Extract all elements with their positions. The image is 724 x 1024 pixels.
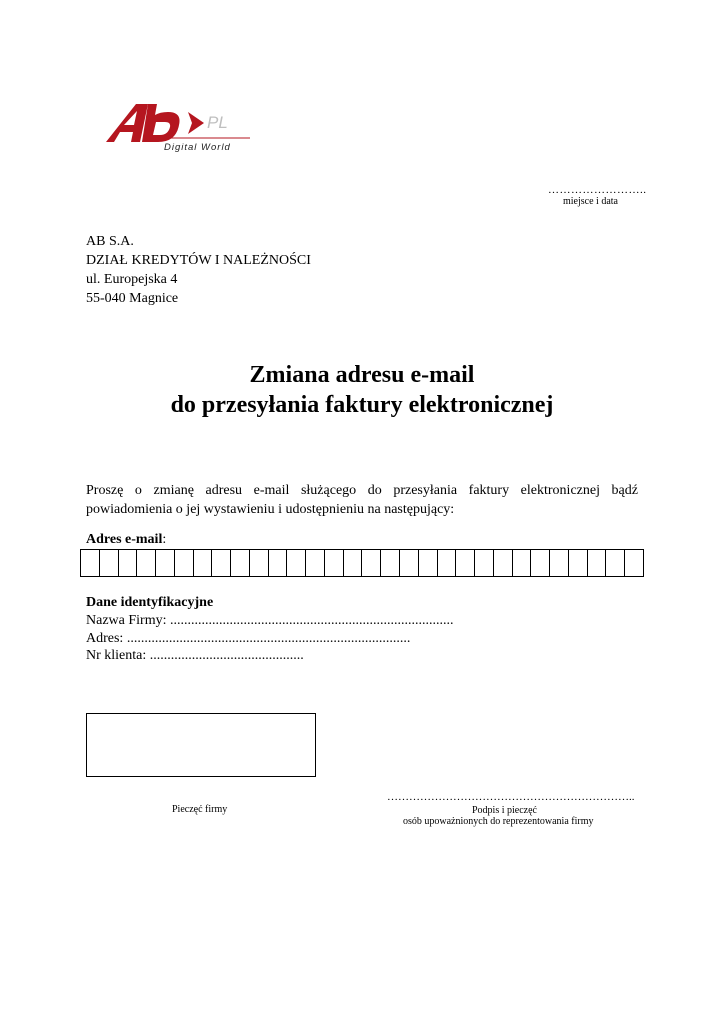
email-label-colon: : xyxy=(162,532,167,547)
email-char-cell[interactable] xyxy=(550,550,569,576)
email-char-cell[interactable] xyxy=(588,550,607,576)
email-label xyxy=(86,532,166,548)
email-char-cell[interactable] xyxy=(250,550,269,576)
company-name-field[interactable]: Nazwa Firmy: ................................................................................. xyxy=(86,613,454,628)
email-char-cell[interactable] xyxy=(325,550,344,576)
email-char-cell[interactable] xyxy=(362,550,381,576)
company-stamp-label: Pieczęć firmy xyxy=(172,804,228,815)
email-char-cell[interactable] xyxy=(344,550,363,576)
email-char-cell[interactable] xyxy=(231,550,250,576)
email-char-cell[interactable] xyxy=(119,550,138,576)
title-line-1: Zmiana adresu e-mail xyxy=(249,362,475,388)
email-char-cell[interactable] xyxy=(287,550,306,576)
title-line-2: do przesyłania faktury elektronicznej xyxy=(170,392,554,418)
email-char-cell[interactable] xyxy=(156,550,175,576)
email-char-cell[interactable] xyxy=(419,550,438,576)
recipient-company: AB S.A. xyxy=(86,234,134,249)
document-title xyxy=(0,360,724,420)
recipient-street: ul. Europejska 4 xyxy=(86,272,178,287)
signature-label: Podpis i pieczęć xyxy=(472,805,537,816)
email-char-cell[interactable] xyxy=(175,550,194,576)
recipient-city: 55-040 Magnice xyxy=(86,291,179,306)
place-date-label: miejsce i data xyxy=(563,196,618,207)
ab-logo xyxy=(100,98,260,154)
email-char-cell[interactable] xyxy=(438,550,457,576)
ab-logo-suffix: PL xyxy=(207,113,228,132)
email-char-cell[interactable] xyxy=(606,550,625,576)
email-char-cell[interactable] xyxy=(456,550,475,576)
email-char-cell[interactable] xyxy=(625,550,643,576)
email-char-cell[interactable] xyxy=(194,550,213,576)
identification-heading: Dane identyfikacyjne xyxy=(86,595,214,610)
email-char-cell[interactable] xyxy=(381,550,400,576)
email-char-cell[interactable] xyxy=(137,550,156,576)
signature-sublabel: osób upoważnionych do reprezentowania firmy xyxy=(403,816,594,827)
email-char-cell[interactable] xyxy=(531,550,550,576)
email-char-cell[interactable] xyxy=(306,550,325,576)
email-char-cell[interactable] xyxy=(269,550,288,576)
recipient-address xyxy=(86,232,311,308)
client-number-field[interactable]: Nr klienta: ............................................ xyxy=(86,648,304,663)
email-char-cell[interactable] xyxy=(569,550,588,576)
signature-line: ………………………………………………………….. xyxy=(387,791,635,803)
address-field[interactable]: Adres: ................................................................................. xyxy=(86,631,411,646)
email-char-cell[interactable] xyxy=(475,550,494,576)
email-char-cell[interactable] xyxy=(81,550,100,576)
email-char-cell[interactable] xyxy=(212,550,231,576)
company-stamp-box[interactable] xyxy=(86,713,316,777)
ab-logo-tagline: Digital World xyxy=(164,142,231,153)
place-date-line: …………………….. xyxy=(548,184,647,196)
email-char-cell[interactable] xyxy=(494,550,513,576)
email-label-text: Adres e-mail xyxy=(86,532,163,547)
request-paragraph: Proszę o zmianę adresu e-mail służącego do przesyłania faktury elektronicznej bądź powiadomienia o jej wystawieniu i udostępnieniu na następujący: xyxy=(86,483,638,517)
email-input-grid[interactable] xyxy=(80,549,644,577)
email-char-cell[interactable] xyxy=(100,550,119,576)
recipient-department: DZIAŁ KREDYTÓW I NALEŻNOŚCI xyxy=(86,253,311,268)
email-char-cell[interactable] xyxy=(400,550,419,576)
ab-logo-mark xyxy=(106,104,204,142)
email-char-cell[interactable] xyxy=(513,550,532,576)
